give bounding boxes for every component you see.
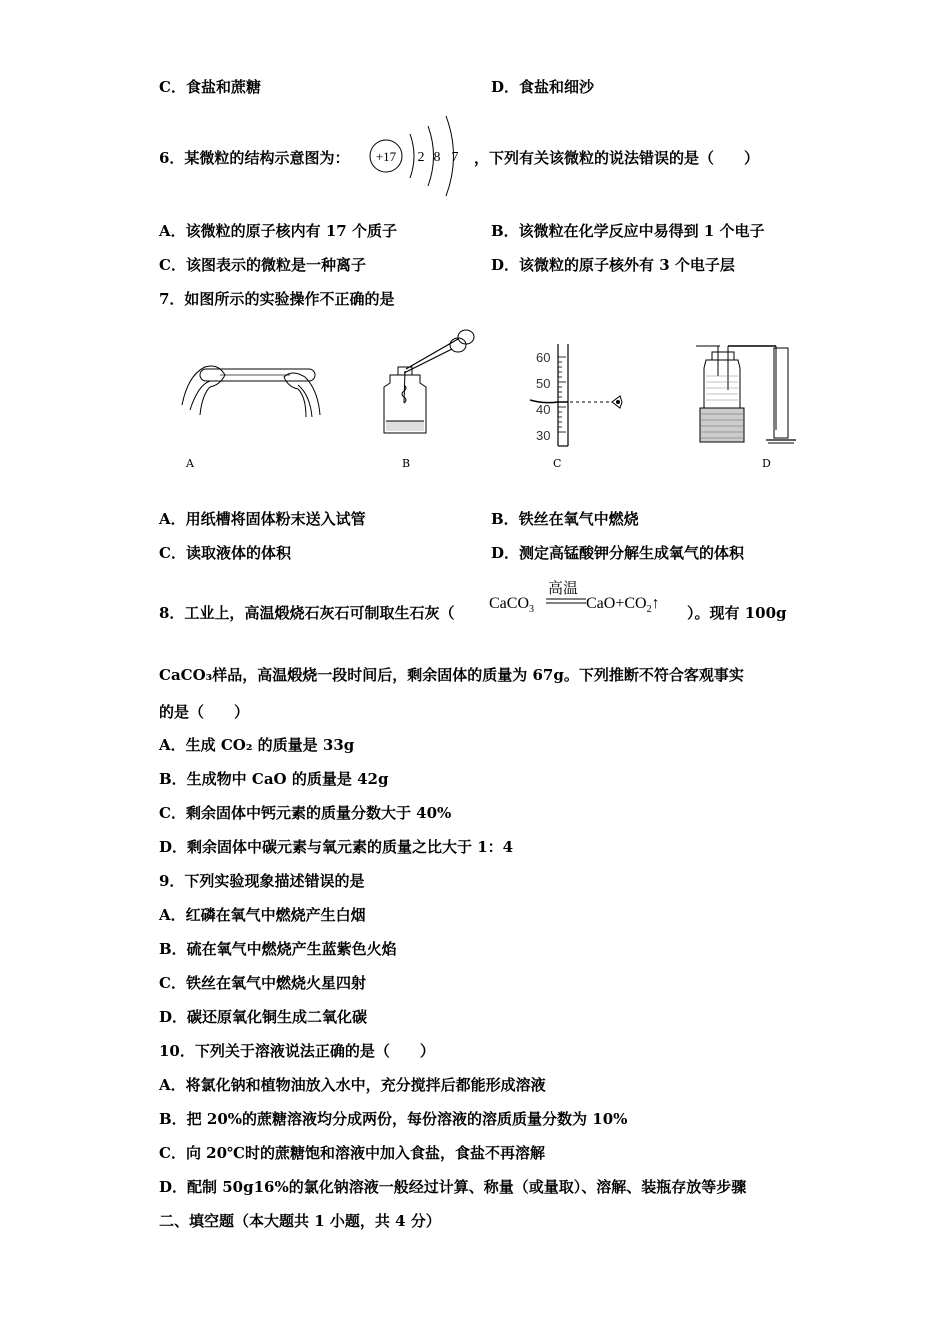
q10-option-d: D．配制 50g16%的氯化钠溶液一般经过计算、称量（或量取）、溶解、装瓶存放等步骤 xyxy=(159,1178,747,1196)
atom-structure-diagram xyxy=(364,108,474,204)
q8-option-c: C．剩余固体中钙元素的质量分数大于 40% xyxy=(159,804,452,822)
q8-stem-before: 8．工业上，高温煅烧石灰石可制取生石灰（ xyxy=(159,604,455,622)
q6-stem-before: 6．某微粒的结构示意图为： xyxy=(159,149,350,167)
q8-option-d: D．剩余固体中碳元素与氧元素的质量之比大于 1：4 xyxy=(159,838,514,856)
cylinder-tick-40: 40 xyxy=(536,402,551,417)
q8-stem-line2: CaCO₃样品，高温煅烧一段时间后，剩余固体的质量为 67g。下列推断不符合客观事实 xyxy=(159,666,744,684)
shell-3-electrons: 7 xyxy=(451,150,459,165)
equation-left: CaCO$_3$ xyxy=(489,595,534,616)
figure-b-label: B xyxy=(402,457,411,470)
q6-option-a: A．该微粒的原子核内有 17 个质子 xyxy=(159,222,397,240)
figure-d-label: D xyxy=(762,457,771,470)
q7-option-c: C．读取液体的体积 xyxy=(159,544,291,562)
q8-stem-after: ）。现有 100g xyxy=(687,604,787,622)
cylinder-tick-50: 50 xyxy=(536,376,551,391)
equation-condition: 高温 xyxy=(548,581,579,597)
q5-option-c: C．食盐和蔗糖 xyxy=(159,78,261,96)
q7-option-d: D．测定高锰酸钾分解生成氧气的体积 xyxy=(491,544,745,562)
q7-stem: 7．如图所示的实验操作不正确的是 xyxy=(159,290,395,308)
q9-option-b: B．硫在氧气中燃烧产生蓝紫色火焰 xyxy=(159,940,397,958)
shell-1-electrons: 2 xyxy=(417,150,425,165)
figure-a-test-tube-hands xyxy=(180,355,330,430)
q10-option-a: A．将氯化钠和植物油放入水中，充分搅拌后都能形成溶液 xyxy=(159,1076,546,1094)
q8-option-b: B．生成物中 CaO 的质量是 42g xyxy=(159,770,389,788)
figure-a-label: A xyxy=(186,457,194,470)
figure-c-graduated-cylinder xyxy=(528,342,628,452)
q10-option-b: B．把 20%的蔗糖溶液均分成两份，每份溶液的溶质质量分数为 10% xyxy=(159,1110,628,1128)
q6-option-c: C．该图表示的微粒是一种离子 xyxy=(159,256,366,274)
cylinder-tick-60: 60 xyxy=(536,350,551,365)
figure-c-label: C xyxy=(553,457,562,470)
equation-right: $CaO+CO_2↑$ xyxy=(586,595,660,616)
q9-stem: 9．下列实验现象描述错误的是 xyxy=(159,872,365,890)
figure-b-iron-wire-bottle xyxy=(378,325,478,437)
q9-option-a: A．红磷在氧气中燃烧产生白烟 xyxy=(159,906,366,924)
equation-equals-sign xyxy=(546,597,586,605)
figure-d-gas-collection xyxy=(688,340,800,446)
q6-option-d: D．该微粒的原子核外有 3 个电子层 xyxy=(491,256,735,274)
cylinder-tick-30: 30 xyxy=(536,428,551,443)
q10-stem: 10．下列关于溶液说法正确的是（ ） xyxy=(159,1042,435,1060)
q6-stem-after: ，下列有关该微粒的说法错误的是（ ） xyxy=(474,149,760,167)
section-2-title: 二、填空题（本大题共 1 小题，共 4 分） xyxy=(159,1212,441,1230)
q5-option-d: D．食盐和细沙 xyxy=(491,78,595,96)
q7-option-b: B．铁丝在氧气中燃烧 xyxy=(491,510,639,528)
q9-option-c: C．铁丝在氧气中燃烧火星四射 xyxy=(159,974,366,992)
q8-option-a: A．生成 CO₂ 的质量是 33g xyxy=(159,736,355,754)
q7-option-a: A．用纸槽将固体粉末送入试管 xyxy=(159,510,366,528)
q10-option-c: C．向 20℃时的蔗糖饱和溶液中加入食盐，食盐不再溶解 xyxy=(159,1144,546,1162)
q9-option-d: D．碳还原氧化铜生成二氧化碳 xyxy=(159,1008,368,1026)
q6-option-b: B．该微粒在化学反应中易得到 1 个电子 xyxy=(491,222,765,240)
nucleus-charge: +17 xyxy=(375,149,397,164)
q8-stem-line3: 的是（ ） xyxy=(159,703,250,721)
shell-2-electrons: 8 xyxy=(433,150,441,165)
